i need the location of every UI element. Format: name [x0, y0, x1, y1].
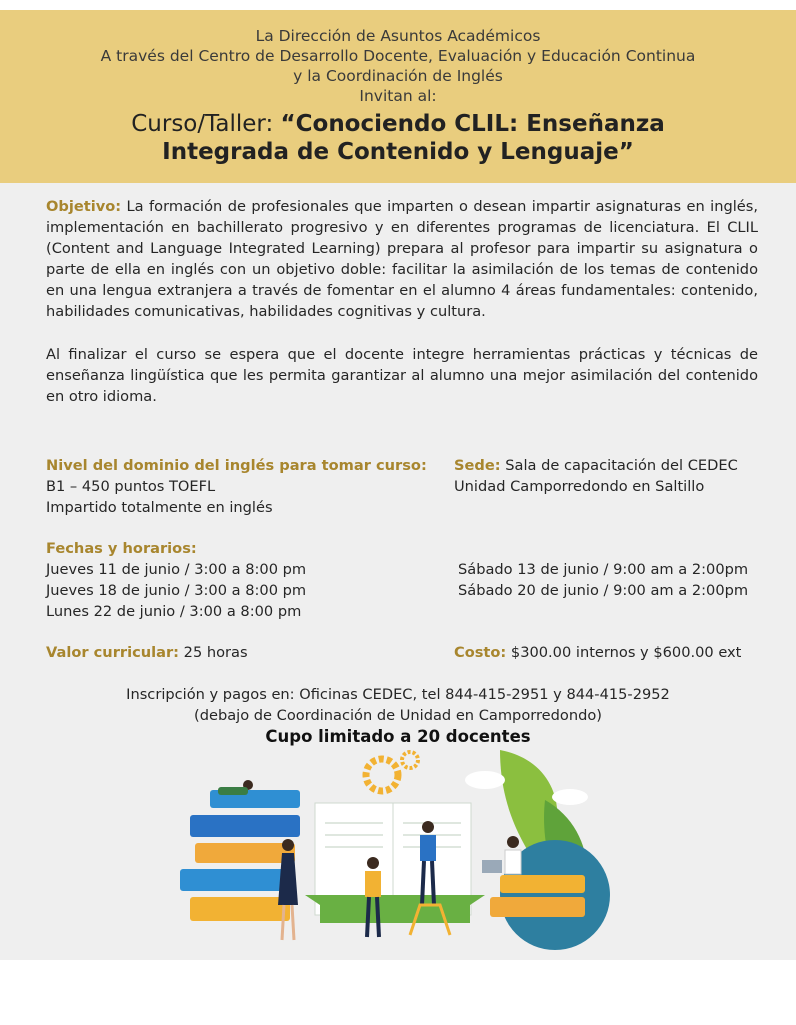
limited-seats: Cupo limitado a 20 docentes	[265, 727, 531, 746]
curricular-text: 25 horas	[179, 644, 248, 661]
header-line-1: La Dirección de Asuntos Académicos	[255, 27, 541, 45]
gear-icon	[402, 752, 418, 768]
header-banner	[0, 10, 796, 183]
schedule-right-1: Sábado 13 de junio / 9:00 am a 2:00pm	[458, 561, 749, 578]
cloud-icon	[552, 789, 588, 805]
objective-paragraph	[46, 196, 758, 322]
schedule-label: Fechas y horarios:	[46, 540, 197, 557]
venue-label: Sede:	[454, 457, 501, 474]
schedule-right-block	[458, 559, 748, 601]
course-title	[0, 110, 796, 166]
schedule-left-2: Jueves 18 de junio / 3:00 a 8:00 pm	[46, 582, 307, 599]
level-line-2: Impartido totalmente en inglés	[46, 499, 273, 516]
schedule-left-3: Lunes 22 de junio / 3:00 a 8:00 pm	[46, 603, 302, 620]
venue-block	[454, 455, 738, 497]
schedule-right-2: Sábado 20 de junio / 9:00 am a 2:00pm	[458, 582, 749, 599]
education-illustration	[170, 745, 630, 950]
objective-text: La formación de profesionales que imparten o desean impartir asignaturas en inglés, implementación en bachillerato progresivo y en diferentes programas de licenciatura. El CLIL (Content and Language Integrated Learning) prepara al profesor para impartir su asignatura o parte de ella en inglés con un objetivo doble: facilitar la asimilación de los temas de contenido en una lengua extranjera a través de fomentar en el alumno 4 áreas fundamentales: contenido, habilidades comunicativas, habilidades cognitivas y cultura.	[46, 198, 758, 320]
cost-text: $300.00 internos y $600.00 ext	[506, 644, 742, 661]
person-reading-icon	[218, 780, 253, 795]
objective-label: Objetivo:	[46, 198, 122, 215]
description	[46, 196, 758, 422]
outcome-paragraph: Al finalizar el curso se espera que el docente integre herramientas prácticas y técnicas de enseñanza lingüística que les permita garantizar al alumno una mejor asimilación del contenido en otro idioma.	[46, 346, 758, 405]
venue-line-2: Unidad Camporredondo en Saltillo	[454, 478, 705, 495]
cost-label: Costo:	[454, 644, 507, 661]
header-line-4: Invitan al:	[359, 87, 437, 105]
header-line-3: y la Coordinación de Inglés	[293, 67, 503, 85]
course-title-prefix: Curso/Taller:	[131, 111, 281, 137]
venue-text: Sala de capacitación del CEDEC	[500, 457, 738, 474]
venue-line-1	[454, 455, 738, 476]
registration-line-1: Inscripción y pagos en: Oficinas CEDEC, tel 844-415-2951 y 844-415-2952	[126, 686, 670, 703]
person-laptop-icon	[482, 836, 521, 874]
level-line-1: B1 – 450 puntos TOEFL	[46, 478, 216, 495]
cost	[454, 642, 741, 663]
level-block	[46, 455, 427, 518]
book-base	[305, 895, 485, 923]
course-title-bold-1: “Conociendo CLIL: Enseñanza	[280, 111, 665, 137]
course-title-bold-2: Integrada de Contenido y Lenguaje”	[162, 139, 634, 165]
level-label: Nivel del dominio del inglés para tomar curso:	[46, 457, 427, 474]
registration-line-2: (debajo de Coordinación de Unidad en Camporredondo)	[194, 707, 602, 724]
schedule-block	[46, 538, 306, 622]
registration-block	[0, 684, 796, 747]
curricular-value	[46, 642, 248, 663]
gear-icon	[366, 759, 398, 791]
schedule-left-1: Jueves 11 de junio / 3:00 a 8:00 pm	[46, 561, 307, 578]
header-line-2: A través del Centro de Desarrollo Docente, Evaluación y Educación Continua	[100, 47, 696, 65]
curricular-label: Valor curricular:	[46, 644, 180, 661]
cloud-icon	[465, 771, 505, 789]
